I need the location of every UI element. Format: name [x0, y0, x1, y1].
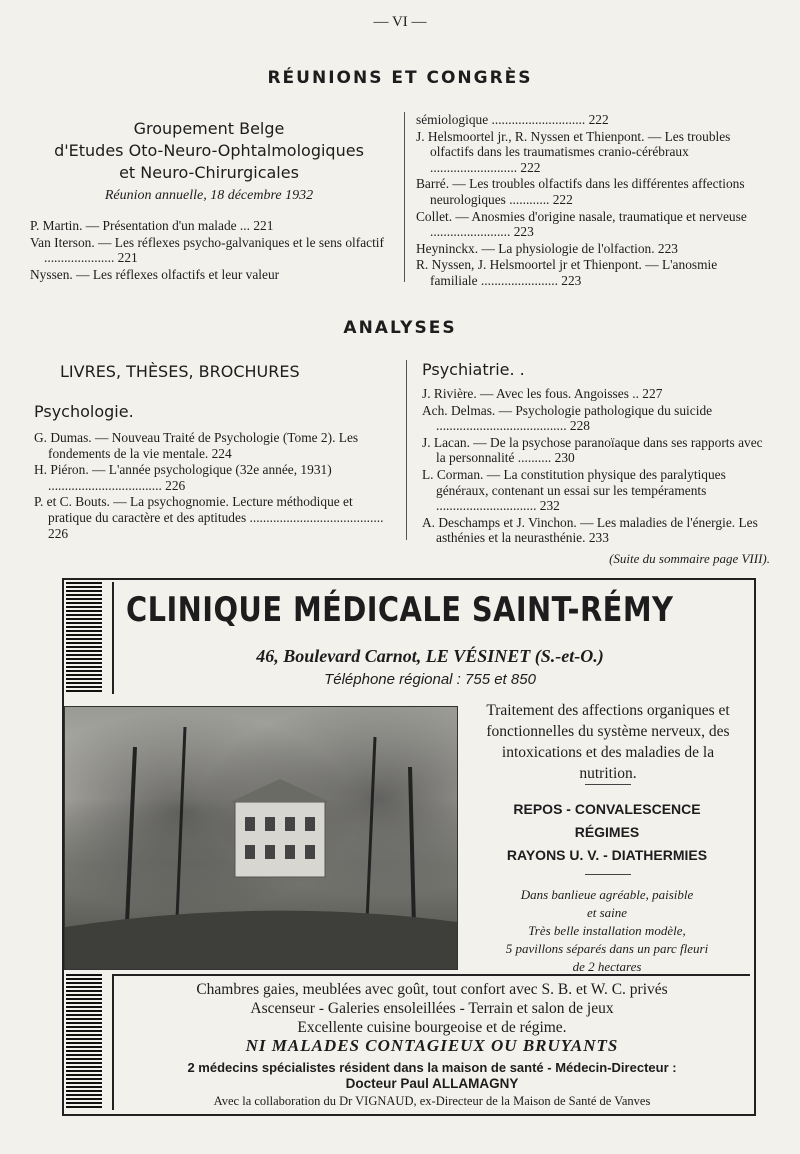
setting-line: 5 pavillons séparés dans un parc fleuri: [505, 941, 709, 956]
setting-line: et saine: [586, 905, 628, 920]
list-item: J. Rivière. — Avec les fous. Angoisses .. 227: [422, 386, 663, 401]
doctors-text: 2 médecins spécialistes résident dans la maison de santé - Médecin-Directeur :: [187, 1060, 677, 1075]
reunions-left-list: [30, 218, 395, 283]
setting-line: de 2 hectares: [572, 959, 642, 974]
list-item: J. Lacan. — De la psychose paranoïaque dans ses rapports avec la personnalité .......... 230: [422, 434, 763, 466]
column-divider: [404, 112, 405, 282]
clinic-name: CLINIQUE MÉDICALE SAINT-RÉMY: [126, 590, 674, 630]
service-item: RAYONS U. V. - DIATHERMIES: [506, 847, 708, 863]
psychiatrie-heading: Psychiatrie. .: [422, 360, 525, 379]
list-item: L. Corman. — La constitution physique des paralytiques généraux, contenant un essai sur les tempéraments .............................. 232: [422, 466, 726, 514]
column-divider: [406, 360, 407, 540]
setting-line: Dans banlieue agréable, paisible: [520, 887, 694, 902]
notice-text: NI MALADES CONTAGIEUX OU BRUYANTS: [245, 1036, 619, 1055]
building-illustration: [65, 707, 457, 969]
psychologie-list: [34, 430, 396, 542]
page-number: — VI —: [373, 14, 427, 30]
director-text: Docteur Paul ALLAMAGNY: [345, 1076, 519, 1091]
list-item: G. Dumas. — Nouveau Traité de Psychologie (Tome 2). Les fondements de la vie mentale. 224: [34, 430, 359, 461]
group-title-line: d'Etudes Oto-Neuro-Ophtalmologiques: [54, 141, 364, 160]
comfort-line: Excellente cuisine bourgeoise et de régime.: [297, 1019, 567, 1036]
group-title-line: Groupement Belge: [133, 119, 285, 138]
list-item: H. Piéron. — L'année psychologique (32e année, 1931) .................................. 226: [34, 462, 332, 493]
list-item: J. Helsmoortel jr., R. Nyssen et Thienpont. — Les troubles olfactifs dans les traumatismes cranio-cérébraux .......................... 222: [416, 128, 731, 175]
list-item: Ach. Delmas. — Psychologie pathologique du suicide ....................................... 228: [422, 402, 713, 434]
reunions-heading: RÉUNIONS ET CONGRÈS: [267, 68, 533, 88]
clinic-phone: Téléphone régional : 755 et 850: [324, 671, 536, 688]
clinic-photo: [64, 706, 458, 970]
list-item: A. Deschamps et J. Vinchon. — Les maladies de l'énergie. Les asthénies et la neurasthénie. 233: [422, 514, 758, 546]
psychologie-heading: Psychologie.: [34, 402, 134, 421]
comfort-line: Ascenseur - Galeries ensoleillées - Terrain et salon de jeux: [250, 1000, 614, 1017]
comfort-line: Chambres gaies, meublées avec goût, tout confort avec S. B. et W. C. privés: [196, 981, 668, 998]
books-heading: LIVRES, THÈSES, BROCHURES: [60, 362, 300, 381]
service-item: REPOS - CONVALESCENCE: [513, 801, 701, 817]
meeting-date: Réunion annuelle, 18 décembre 1932: [104, 188, 314, 203]
list-item: P. et C. Bouts. — La psychognomie. Lecture méthodique et pratique du caractère et des aptitudes ........................................ 226: [34, 494, 384, 541]
reunions-right-list: [416, 112, 768, 290]
psychiatrie-list: [422, 386, 770, 547]
analyses-heading: ANALYSES: [343, 318, 457, 338]
setting-line: Très belle installation modèle,: [528, 923, 686, 938]
decorative-bars: [66, 974, 102, 1108]
list-item: Collet. — Anosmies d'origine nasale, traumatique et nerveuse ........................ 223: [416, 208, 747, 240]
clinic-address: 46, Boulevard Carnot, LE VÉSINET (S.-et-O.): [256, 646, 604, 666]
list-item: sémiologique ............................ 222: [416, 112, 609, 127]
list-item: P. Martin. — Présentation d'un malade ... 221: [30, 218, 274, 233]
setting-text: [468, 886, 746, 976]
list-item: Barré. — Les troubles olfactifs dans les différentes affections neurologiques ............ 222: [416, 176, 745, 207]
comfort-text: [116, 980, 748, 1037]
list-item: Heyninckx. — La physiologie de l'olfaction. 223: [416, 240, 678, 256]
treatment-text: Traitement des affections organiques et fonctionnelles du système nerveux, des intoxications et des maladies de la nutrition.: [486, 702, 730, 782]
services-list: [468, 798, 746, 867]
group-title-line: et Neuro-Chirurgicales: [119, 163, 299, 182]
list-item: Van Iterson. — Les réflexes psycho-galvaniques et le sens olfactif ..................... 221: [30, 234, 384, 266]
group-title: [14, 118, 404, 184]
list-item: R. Nyssen, J. Helsmoortel jr et Thienpont. — L'anosmie familiale ....................... 223: [416, 257, 718, 288]
decorative-bars: [66, 582, 102, 694]
suite-note: (Suite du sommaire page VIII).: [609, 551, 770, 566]
service-item: RÉGIMES: [574, 824, 640, 840]
collab-text: Avec la collaboration du Dr VIGNAUD, ex-Directeur de la Maison de Santé de Vanves: [213, 1094, 651, 1108]
list-item: Nyssen. — Les réflexes olfactifs et leur valeur: [30, 266, 280, 282]
divider: [585, 874, 631, 875]
divider: [585, 784, 631, 785]
